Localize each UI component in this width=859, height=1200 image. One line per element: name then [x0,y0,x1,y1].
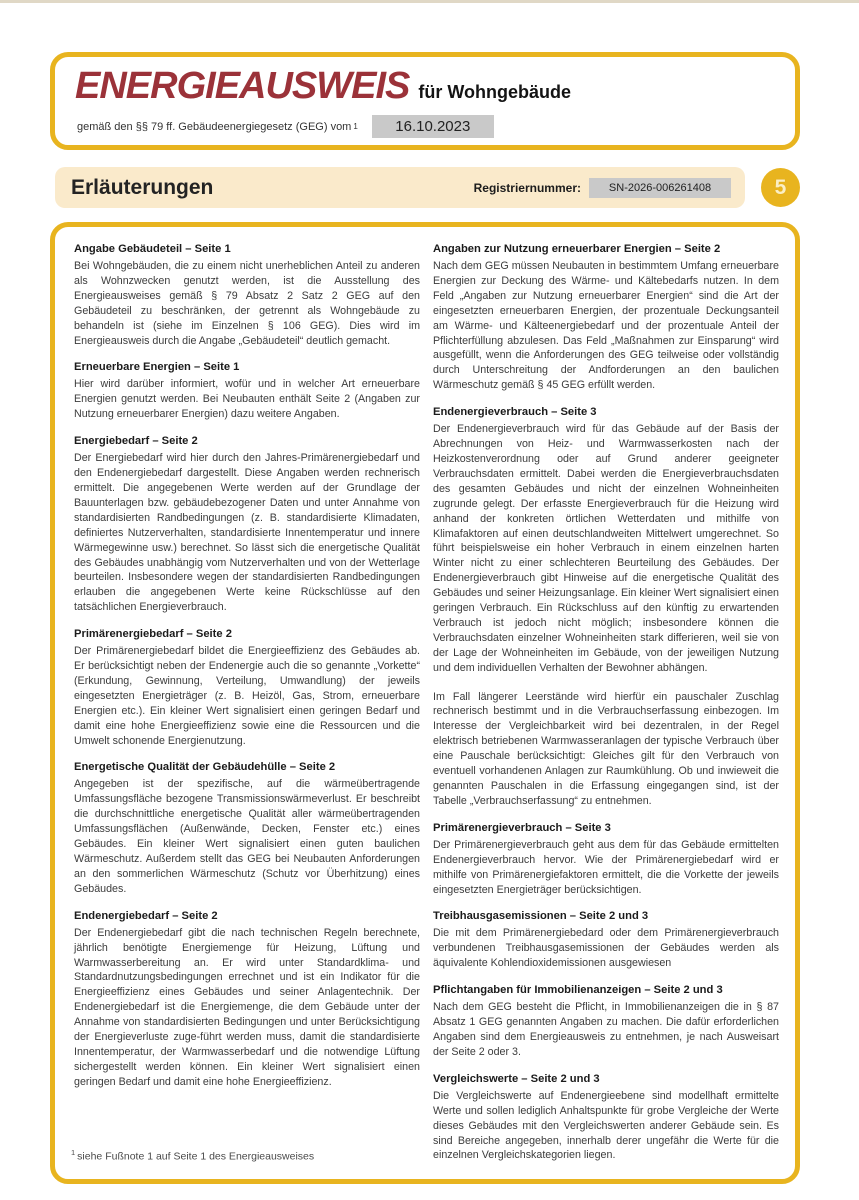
section-heading: Endenergiebedarf – Seite 2 [74,909,218,922]
explanation-section [74,627,420,748]
section-title: Erläuterungen [71,175,214,199]
section-paragraph: Bei Wohngebäuden, die zu einem nicht unerheblichen Anteil zu anderen als Wohnzwecken genutzt werden, ist die Ausstellung des Energieausweises gemäß § 79 Absatz 2 Satz 2 GEG auf den Gebäudeteil zu beschränken, der getrennt als Wohngebäude zu behandeln ist (siehe im Einzelnen § 106 GEG). Dies wird im Energieausweis durch die Angabe „Gebäudeteil“ deutlich gemacht. [74,260,420,347]
explanation-section [74,434,420,615]
left-column [74,242,420,1163]
explanation-section [433,1072,779,1164]
explanation-section [433,821,779,898]
explanation-section [433,909,779,971]
title-row [75,67,571,105]
explanation-section [433,242,779,393]
explanation-section [433,983,779,1060]
section-heading: Erneuerbare Energien – Seite 1 [74,361,240,374]
explanation-section [433,405,779,809]
section-paragraph: Der Endenergiebedarf gibt die nach technischen Regeln berechnete, jährlich benötigte Energiemenge für Heizung, Lüftung und Warmwasserbereitung an. Er wird unter Standardklima- und Standardnutzungsbedingungen errechnet und ist ein Indikator für die Energieeffizienz eines Gebäudes und seiner Anlagentechnik. Der Endenergiebedarf ist die Energiemenge, die dem Gebäude unter der Annahme von standardisierten Bedingungen und unter Berücksichtigung der Energieverluste zuge-führt werden muss, damit die standardisierte Innentemperatur, der Warmwasserbedarf und die notwendige Lüftung sichergestellt werden können. Ein kleiner Wert signalisiert einen geringen Bedarf und damit eine hohe Energieeffizienz. [74,926,420,1088]
page-title-suffix: für Wohngebäude [418,82,572,102]
section-paragraph: Die mit dem Primärenergiebedard oder dem Primärenergieverbrauch verbundenen Treibhausgasemissionen der Gebäudes werden als äquivalente Kohlendioxidemissionen ausgewiesen [433,927,779,970]
explanation-section [74,360,420,422]
registry-label: Registriernummer: [473,180,581,195]
section-heading: Angabe Gebäudeteil – Seite 1 [74,243,231,255]
registry-number-field[interactable]: SN-2026-006261408 [589,178,731,198]
explanation-section [74,909,420,1090]
explanation-section [74,760,420,896]
section-paragraph: Im Fall längerer Leerstände wird hierfür ein pauschaler Zuschlag rechnerisch bestimmt und in die Verbrauchserfassung einbezogen. Im Interesse der Vergleichbarkeit wird bei dezentralen, in der Regel elektrisch betriebenen Warmwasseranlagen der typische Verbrauch über eine Pauschale berücksichtigt: Gleiches gilt für den Verbrauch von eventuell vorhandenen Anlagen zur Raumkühlung. Ob und inwieweit die genannten Pauschalen in die Erfassung eingegangen sind, ist der Tabelle „Verbrauchserfassung“ zu entnehmen. [433,690,779,807]
section-paragraph: Der Endenergieverbrauch wird für das Gebäude auf der Basis der Abrechnungen von Heiz- und Warmwasserkosten nach der Heizkostenverordnung oder auf Grund anderer geeigneter Verbrauchsdaten ermittelt. Dabei werden die Energieverbrauchsdaten des gesamten Gebäudes und nicht der einzelnen Wohneinheiten zugrunde gelegt. Der erfasste Energieverbrauch für die Heizung wird anhand der konkreten örtlichen Wetterdaten und mithilfe von Klimafaktoren auf einen deutschlandweiten Mittelwert umgerechnet. So führt beispielsweise ein hoher Verbrauch in einem einzelnen harten Winter nicht zu einer schlechteren Beurteilung des Gebäudes. Der Endenergieverbrauch gibt Hinweise auf die energetische Qualität des Gebäudes und seiner Heizungsanlage. Ein kleiner Wert signalisiert einen geringen Verbrauch. Ein Rückschluss auf den künftig zu erwartenden Verbrauch ist jedoch nicht möglich; insbesondere können die Verbrauchsdaten einzelner Wohneinheiten stark differieren, weil sie von der Lage der Wohneinheiten im Gebäude, von der jeweiligen Nutzung und dem individuellen Verhalten der Bewohner abhängen. [433,423,779,674]
section-paragraph: Hier wird darüber informiert, wofür und in welcher Art erneuerbare Energien genutzt werden. Bei Neubauten enthält Seite 2 (Angaben zur Nutzung erneuerbarer Energien) dazu weitere Angaben. [74,378,420,421]
right-column [433,242,779,1163]
law-reference-text: gemäß den §§ 79 ff. Gebäudeenergiegesetz (GEG) vom [77,120,352,133]
section-paragraph: Angegeben ist der spezifische, auf die wärmeübertragende Umfassungsfläche bezogene Transmissionswärmeverlust. Er beschreibt die durchschnittliche energetische Qualität aller wärmeübertragenden Umfassungsflächen (Außenwände, Decken, Fenster etc.) eines Gebäudes. Ein kleiner Wert signalisiert einen guten baulichen Wärmeschutz. Außerdem stellt das GEG bei Neubauten Anforderungen an den sommerlichen Wärmeschutz (Schutz vor Überhitzung) eines Gebäudes. [74,778,420,895]
section-paragraph: Der Primärenergieverbrauch geht aus dem für das Gebäude ermittelten Endenergieverbrauch hervor. Wie der Primärenergiebedarf wird er mithilfe von Primärenergiefaktoren ermittelt, die die Vorkette der jeweils eingesetzten Energieträger berücksichtigen. [433,838,779,896]
page-top-edge [0,0,859,3]
explanation-section [74,242,420,348]
section-heading: Energetische Qualität der Gebäudehülle – Seite 2 [74,761,336,774]
section-heading: Primärenergieverbrauch – Seite 3 [433,821,611,834]
section-heading: Endenergieverbrauch – Seite 3 [433,406,597,419]
page-title: ENERGIEAUSWEIS [75,65,410,107]
footnote-marker: 1 [353,122,358,131]
section-paragraph: Nach dem GEG besteht die Pflicht, in Immobilienanzeigen die in § 87 Absatz 1 GEG genannten Angaben zu machen. Die dafür erforderlichen Angaben sind dem Energieausweis zu entnehmen, je nach Ausweisart der Seite 2 oder 3. [433,1001,779,1058]
section-paragraph: Der Energiebedarf wird hier durch den Jahres-Primärenergiebedarf und den Endenergiebedarf dargestellt. Diese Angaben werden rechnerisch ermittelt. Die angegebenen Werte werden auf der Grundlage der Bauunterlagen bzw. gebäudebezogener Daten und unter Annahme von standardisierten Randbedingungen (z. B. standardisierte Klimadaten, definiertes Nutzerverhalten, standardisierte Innentemperatur und innere Wärmegewinne usw.) berechnet. So lässt sich die energetische Qualität des Gebäudes unabhängig vom Nutzerverhalten und von der Wetterlage beurteilen. Insbesondere wegen der standardisierten Randbedingungen erlauben die angegebenen Werte keine Rückschlüsse auf den tatsächlichen Energieverbrauch. [74,452,420,614]
section-paragraph: Der Primärenergiebedarf bildet die Energieeffizienz des Gebäudes ab. Er berücksichtigt neben der Endenergie auch die so genannte „Vorkette“ (Erkundung, Gewinnung, Verteilung, Umwandlung) der jeweils eingesetzten Energieträger (z. B. Heizöl, Gas, Strom, erneuerbare Energien etc.). Ein kleiner Wert signalisiert einen geringen Bedarf und damit eine hohe Energieeffizienz sowie eine die Ressourcen und die Umwelt schonende Energienutzung. [74,645,420,747]
certificate-header-box [50,52,800,150]
registry-group [474,178,731,198]
issue-date-field[interactable]: 16.10.2023 [372,115,494,138]
section-heading: Energiebedarf – Seite 2 [74,435,198,448]
footnote-marker: 1 [71,1148,76,1157]
section-heading: Vergleichswerte – Seite 2 und 3 [433,1072,600,1085]
section-heading: Treibhausgasemissionen – Seite 2 und 3 [433,910,649,923]
explanations-content-box [50,222,800,1184]
section-paragraph: Nach dem GEG müssen Neubauten in bestimmtem Umfang erneuerbare Energien zur Deckung des Wärme- und Kältebedarfs nutzen. In dem Feld „Angaben zur Nutzung erneuerbarer Energien“ sind die Art der eingesetzten erneuerbaren Energien, der prozentuale Deckungsanteil am Wärme- und Kälteenergiebedarf und der prozentuale Anteil der Pflichterfüllung abzulesen. Das Feld „Maßnahmen zur Einsparung“ wird ausgefüllt, wenn die Anforderungen des GEG teilweise oder vollständig durch Unterschreitung der Andforderungen an den baulichen Wärmeschutz gemäß § 45 GEG erfüllt werden. [433,260,779,392]
law-reference-line [77,115,494,138]
page-number-badge: 5 [761,168,800,207]
section-heading: Pflichtangaben für Immobilienanzeigen – Seite 2 und 3 [433,984,723,997]
section-heading: Primärenergiebedarf – Seite 2 [74,628,232,641]
section-title-bar [55,167,745,208]
section-heading: Angaben zur Nutzung erneuerbarer Energien – Seite 2 [433,243,721,255]
section-paragraph: Die Vergleichswerte auf Endenergieebene sind modellhaft ermittelte Werte und sollen lediglich Anhaltspunkte für grobe Vergleiche der Werte dieses Gebäudes mit den Vergleichswerten anderer Gebäude sein. Es sind Bereiche angegeben, innerhalb derer ungefähr die Werte für die einzelnen Vergleichskategorien liegen. [433,1089,779,1162]
page-footnote [71,1148,314,1163]
footnote-text: siehe Fußnote 1 auf Seite 1 des Energieausweises [77,1150,315,1163]
